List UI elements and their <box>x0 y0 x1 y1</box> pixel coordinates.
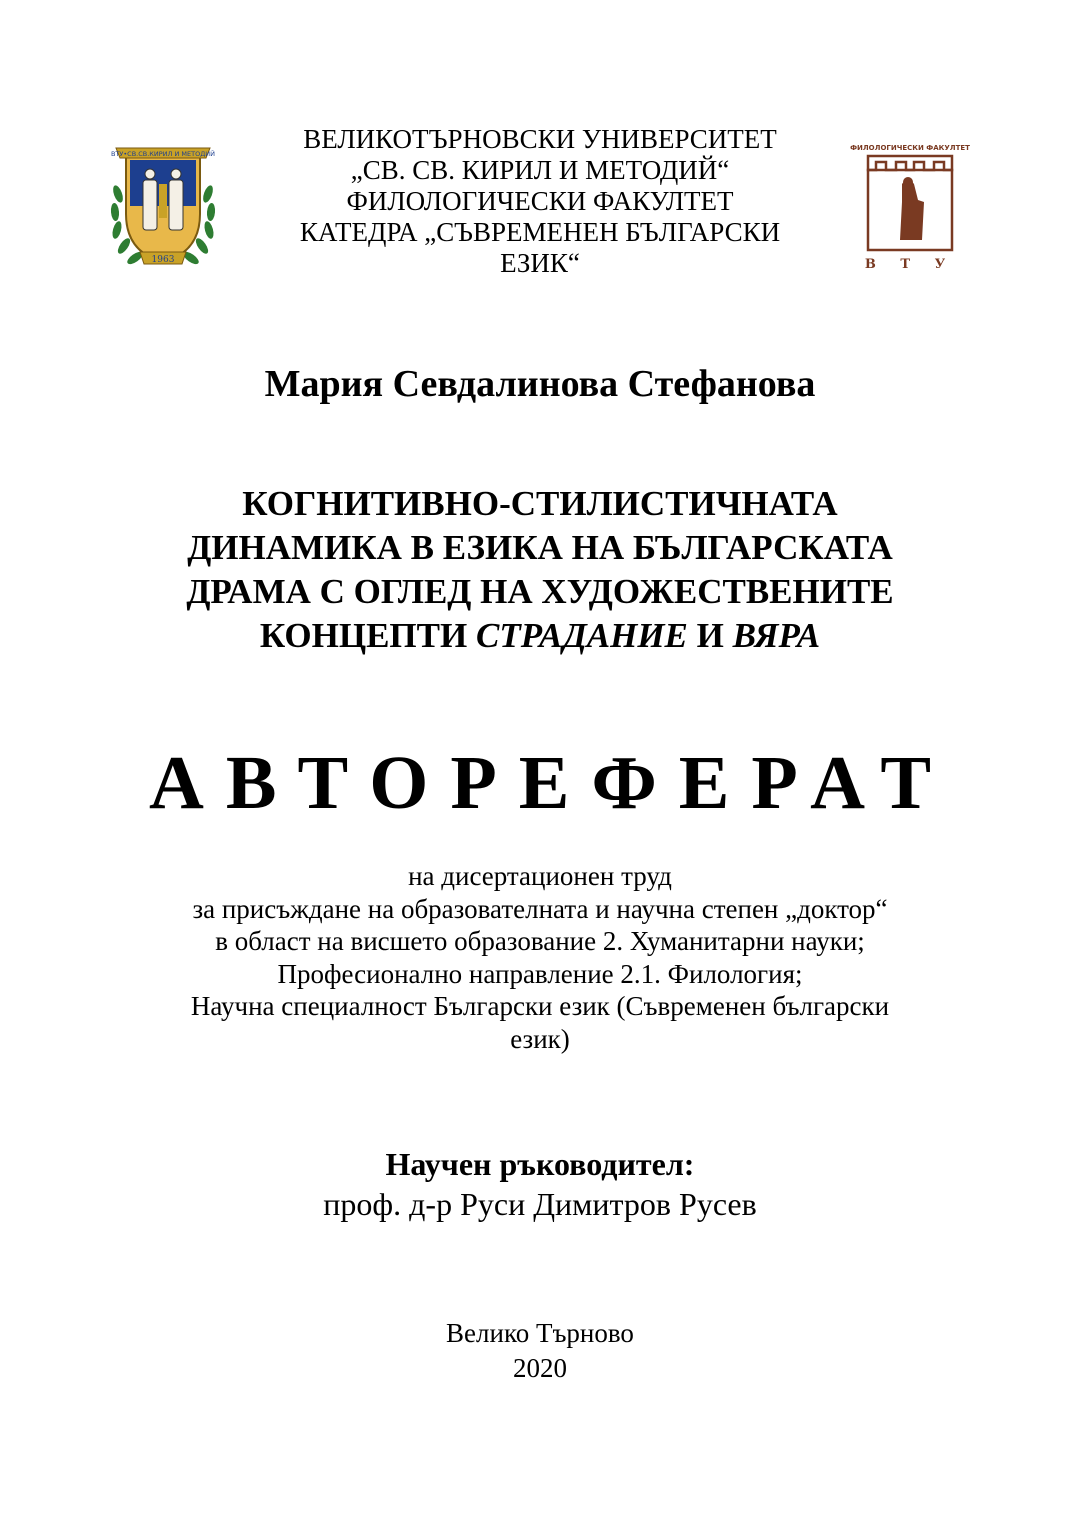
faculty-tower-icon <box>850 140 970 272</box>
title-line-4 <box>60 614 1020 658</box>
header-line-1: ВЕЛИКОТЪРНОВСКИ УНИВЕРСИТЕТ <box>303 124 777 154</box>
title-line-2: ДИНАМИКА В ЕЗИКА НА БЪЛГАРСКАТА <box>187 528 893 567</box>
thesis-title <box>60 482 1020 658</box>
year: 2020 <box>513 1353 567 1383</box>
place-and-year <box>0 1316 1080 1386</box>
supervisor-block <box>0 1144 1080 1224</box>
description-line-1: на дисертационен труд <box>408 861 672 891</box>
author-name: Мария Севдалинова Стефанова <box>264 363 816 405</box>
faculty-logo-top-text: ФИЛОЛОГИЧЕСКИ ФАКУЛТЕТ <box>850 144 970 152</box>
header-line-2: „СВ. СВ. КИРИЛ И МЕТОДИЙ“ <box>350 155 730 185</box>
title-line-4-conjunction: И <box>687 616 733 655</box>
description-line-5: Научна специалност Български език (Съвременен български <box>190 991 890 1021</box>
title-concept-faith: ВЯРА <box>732 616 821 655</box>
dissertation-description <box>40 860 1040 1055</box>
description-line-2: за присъждане на образователната и научна степен „доктор“ <box>192 893 888 924</box>
document-type-heading: АВТОРЕФЕРАТ <box>148 741 954 825</box>
university-logo-ribbon-text: ВТУ•СВ.СВ.КИРИЛ И МЕТОДИЙ <box>110 150 216 158</box>
faculty-logo-bottom-text: В Т У <box>864 257 956 272</box>
header-line-5: ЕЗИК“ <box>500 248 580 278</box>
description-line-3: в област на висшето образование 2. Хуманитарни науки; <box>215 926 865 956</box>
university-logo-year: 1963 <box>151 255 175 265</box>
faculty-logo <box>850 140 970 272</box>
supervisor-name: проф. д-р Руси Димитров Русев <box>323 1186 757 1222</box>
title-line-1: КОГНИТИВНО-СТИЛИСТИЧНАТА <box>242 484 838 523</box>
university-crest-icon <box>108 134 218 274</box>
title-line-4-prefix: КОНЦЕПТИ <box>259 616 476 655</box>
place: Велико Търново <box>446 1318 634 1348</box>
header-line-3: ФИЛОЛОГИЧЕСКИ ФАКУЛТЕТ <box>346 186 734 216</box>
description-line-6: език) <box>510 1023 570 1054</box>
title-line-3: ДРАМА С ОГЛЕД НА ХУДОЖЕСТВЕНИТЕ <box>186 572 894 611</box>
description-line-4: Професионално направление 2.1. Филология; <box>277 958 803 989</box>
header-line-4: КАТЕДРА „СЪВРЕМЕНЕН БЪЛГАРСКИ <box>299 217 781 247</box>
university-logo <box>108 134 218 274</box>
title-concept-suffering: СТРАДАНИЕ <box>475 616 688 655</box>
supervisor-label: Научен ръководител: <box>385 1146 695 1182</box>
university-header <box>250 124 830 279</box>
